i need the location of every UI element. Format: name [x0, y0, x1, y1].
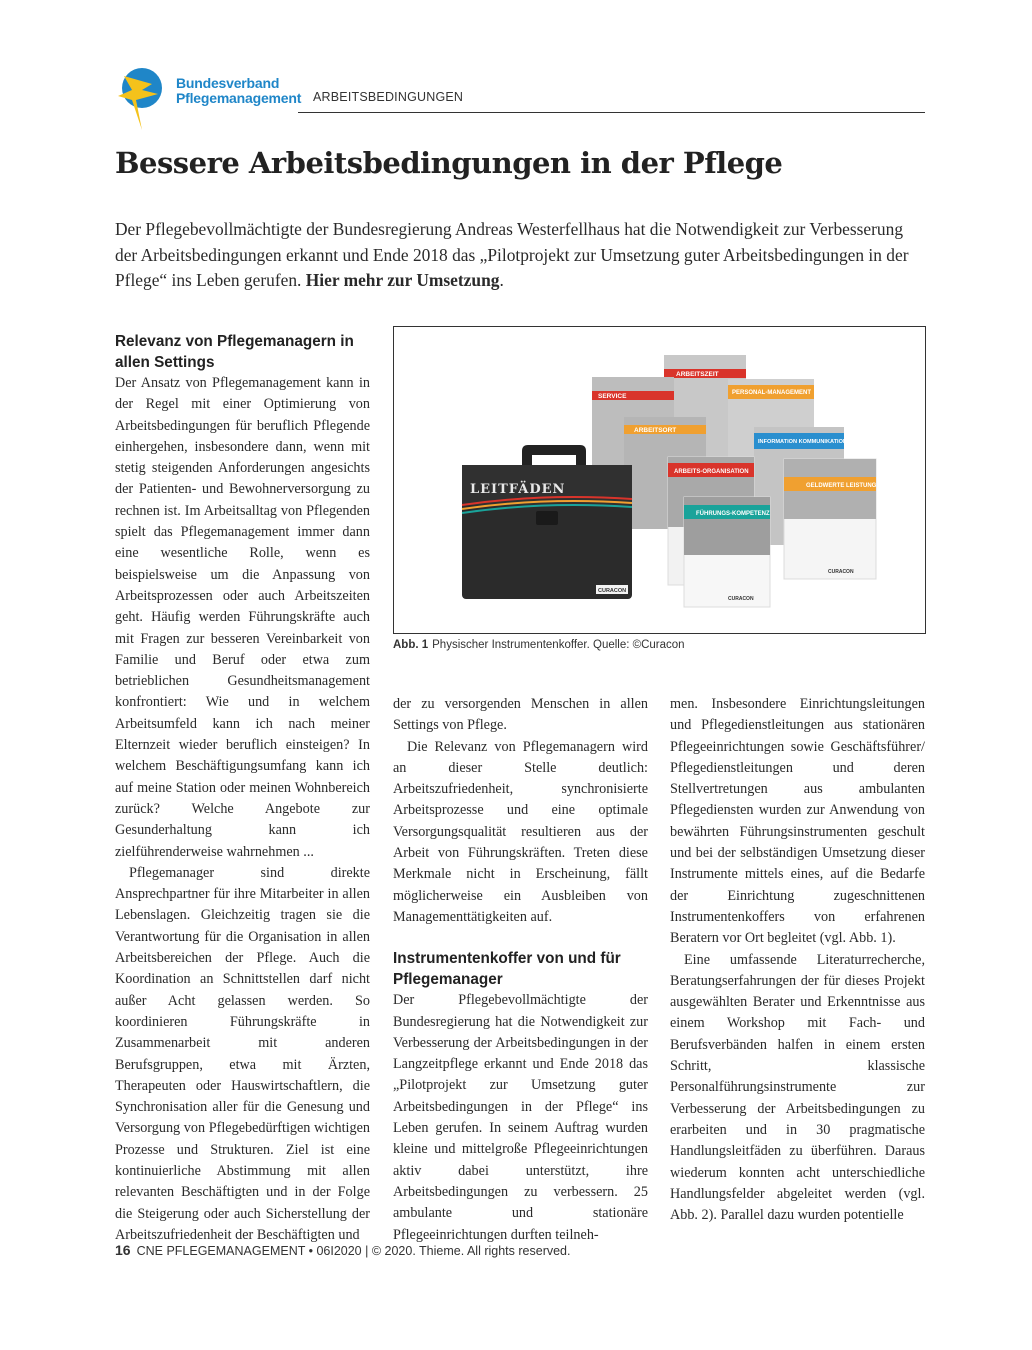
caption-text: Physischer Instrumentenkoffer. Quelle: ©Curacon: [432, 639, 685, 651]
figure-instrumentenkoffer: [393, 326, 926, 634]
paragraph: Pflegemanager sind direkte Ansprechpartner für ihre Mitarbeiter in allen Lebenslagen. Gleichzeitig tragen sie die Verantwortung für die Organisation in allen Arbeitsbereichen der Pflege. Auch die Koordination an Schnittstellen darf nicht außer Acht gelassen werden. So koordinieren Führungskräfte in Zusammenarbeit mit anderen Berufsgruppen, etwa mit Ärzten, Therapeuten oder Hauswirtschaftlern, die Synchronisation aller für die Genesung und Versorgung von Pflegebedürftigen wichtigen Prozesse und Strukturen. Ziel ist eine kontinuierliche Abstimmung mit allen relevanten Beschäftigten und in der Folge die Steigerung oder auch Sicherstellung der Arbeitszufriedenheit der Beschäftigten und: [115, 864, 370, 1243]
card-label: INFORMATION KOMMUNIKATION: [758, 439, 847, 445]
card-brand: CURACON: [728, 596, 754, 602]
page-number: 16: [115, 1242, 131, 1258]
footer-text: CNE PFLEGEMANAGEMENT • 06I2020 | © 2020. Thieme. All rights reserved.: [136, 1244, 571, 1258]
paragraph: men. Insbesondere Einrichtungsleitungen und Pflegedienstleitungen aus stationären Pflegeeinrichtungen sowie Geschäftsführer/ Pflegedienstleitungen und deren Stellvertretungen aus ambulanten Pflegediensten wurden zur Anwendung von bewährten Führungsinstrumenten geschult und bei der selbständigen Umsetzung dieser Instrumente mittels eines, auf die Bedarfe der Einrichtung zugeschnittenen Instrumentenkoffers von erfahrenen Beratern vor Ort begleitet (vgl. Abb. 1).: [670, 696, 925, 947]
paragraph: Der Pflegebevollmächtigte der Bundesregierung hat die Notwendigkeit zur Verbesserung der Arbeitsbedingungen in der Langzeitpflege erkannt und Ende 2018 das „Pilotprojekt zur Umsetzung guter Arbeitsbedingungen in der Pflege“ ins Leben gerufen. In seinem Auftrag wurden kleine und mittelgroße Pflegeeinrichtungen aktiv dabei unterstützt, ihre Arbeitsbedingungen zu verbessern. 25 ambulante und stationäre Pflegeeinrichtungen durften teilneh-: [393, 992, 648, 1243]
briefcase-label: LEITFÄDEN: [470, 482, 566, 497]
paragraph: der zu versorgenden Menschen in allen Settings von Pflege.: [393, 696, 648, 734]
section-label: ARBEITSBEDINGUNGEN: [313, 90, 464, 104]
card-brand: CURACON: [828, 569, 854, 575]
header-rule: [298, 112, 925, 113]
card-label: ARBEITSZEIT: [676, 371, 719, 378]
paragraph: Die Relevanz von Pflegemanagern wird an dieser Stelle deutlich: Arbeitszufriedenheit, synchronisierte Arbeitsprozesse und eine optimale Versorgungsqualität resultieren aus der Arbeit von Führungskräften. Treten diese Merkmale nicht in Erscheinung, fällt möglicherweise ein Ausbleiben von Managementtätigkeiten auf.: [393, 738, 648, 925]
paragraph: Der Ansatz von Pflegemanagement kann in der Regel mit einer Optimierung von Arbeitsbedingungen für beruflich Pflegende einhergehen, insbesondere dann, wenn mit stetig steigenden Anforderungen angesichts der Patienten- und Bewohnerversorgung zu rechnen ist. Im Arbeitsalltag von Pflegenden spielt das Pflegemanagement immer dann eine wesentliche Rolle, wenn es beispielsweise um die Anpassung von Arbeitsprozessen oder auch Arbeitszeiten geht. Häufig werden Führungskräfte auch mit Fragen zur besseren Vereinbarkeit von Familie und Beruf oder etwa zum betrieblichen Gesundheitsmanagement konfrontiert: Wie und in welchem Arbeitsumfeld kann ich nach meiner Elternzeit wieder beruflich einsteigen? In welchem Beschäftigungsumfang kann ich auf meine Station oder meinen Wohnbereich zurück? Welche Angebote zur Gesunderhaltung kann ich zielführenderweise wahrnehmen ...: [115, 375, 370, 860]
page-title: Bessere Arbeitsbedingungen in der Pflege: [115, 146, 783, 180]
card-label: ARBEITSORT: [634, 427, 677, 434]
page-footer: [115, 1242, 570, 1258]
caption-label: Abb. 1: [393, 639, 429, 651]
paragraph: Eine umfassende Literaturrecherche, Beratungserfahrungen der für dieses Projekt ausgewählten Berater und Erkenntnisse aus einem Workshop mit Fach- und Berufsverbänden halfen in einem ersten Schritt, klassische Personalführungsinstrumente zur Verbesserung der Arbeitsbedingungen zu erarbeiten und in 30 pragmatische Handlungsleitfäden zu überführen. Daraus wiederum konnten acht unterschiedliche Handlungsfelder abgeleitet werden (vgl. Abb. 2). Parallel dazu wurden potentielle: [670, 951, 925, 1224]
instrumentenkoffer-illustration: [394, 327, 925, 633]
logo-text: [176, 76, 301, 106]
briefcase: [462, 445, 632, 599]
card-fuehrungskompetenz: [684, 497, 770, 607]
logo-line-1: Bundesverband: [176, 75, 280, 91]
card-label: ARBEITS-ORGANISATION: [674, 469, 749, 475]
card-label: SERVICE: [598, 393, 627, 400]
lead-end: .: [499, 270, 504, 290]
logo-line-2: Pflegemanagement: [176, 90, 302, 106]
column-1: [115, 331, 370, 1246]
card-label: FÜHRUNGS-KOMPETENZ: [696, 511, 770, 517]
column-3: [670, 694, 925, 1226]
card-label: PERSONAL-MANAGEMENT: [732, 390, 811, 396]
section-heading-relevanz: Relevanz von Pflegemanagern in allen Settings: [115, 333, 354, 371]
column-2: [393, 694, 648, 1246]
lead-paragraph: [115, 217, 925, 294]
lead-text: Der Pflegebevollmächtigte der Bundesregierung Andreas Westerfellhaus hat die Notwendigkeit zur Verbesserung der Arbeitsbedingungen erkannt und Ende 2018 das „Pilotprojekt zur Umsetzung guter Arbeitsbedingungen in der Pflege“ ins Leben gerufen.: [115, 219, 909, 290]
section-heading-instrumentenkoffer: Instrumentenkoffer von und für Pflegemanager: [393, 950, 621, 989]
card-label: GELDWERTE LEISTUNGEN: [806, 483, 885, 489]
card-geldwerte: [784, 459, 885, 579]
lead-link[interactable]: Hier mehr zur Umsetzung: [305, 270, 500, 290]
briefcase-brand: CURACON: [598, 588, 627, 594]
figure-caption: [393, 639, 685, 651]
